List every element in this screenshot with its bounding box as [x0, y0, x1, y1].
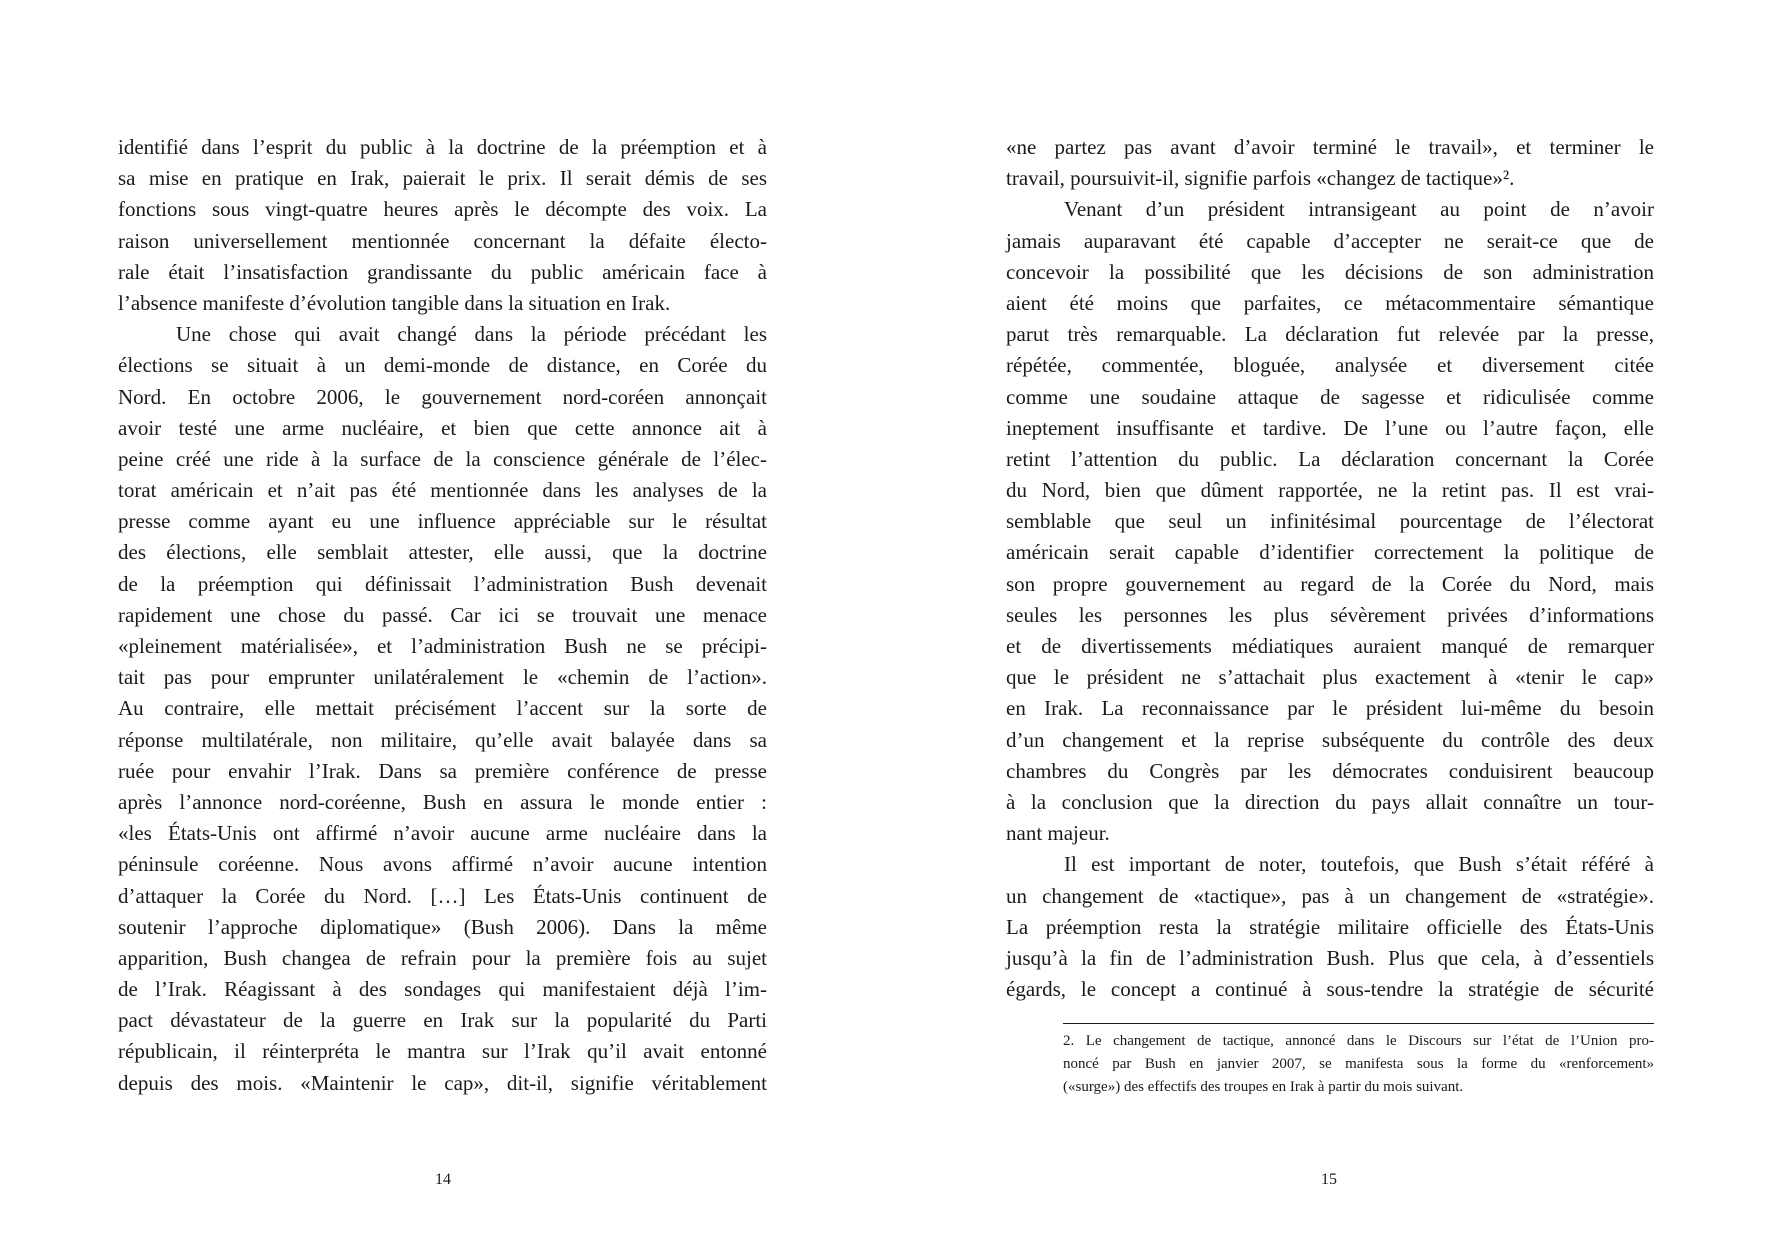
footnote: [1063, 1030, 1654, 1099]
paragraph: [118, 132, 767, 319]
text-line: son propre gouvernement au regard de la Corée du Nord, mais: [1006, 571, 1654, 596]
text-line: d’attaquer la Corée du Nord. […] Les États-Unis continuent de: [118, 883, 767, 908]
text-line: réponse multilatérale, non militaire, qu’elle avait balayée dans sa: [118, 727, 767, 752]
text-line: comme une soudaine attaque de sagesse et ridiculisée comme: [1006, 384, 1654, 409]
text-line: à la conclusion que la direction du pays allait connaître un tour-: [1006, 789, 1654, 814]
text-line: pact dévastateur de la guerre en Irak sur la popularité du Parti: [118, 1008, 767, 1033]
text-line: et de divertissements médiatiques auraient manqué de remarquer: [1006, 634, 1654, 658]
footnote-line: («surge») des effectifs des troupes en Irak à partir du mois suivant.: [1063, 1079, 1464, 1095]
text-line: sa mise en pratique en Irak, paierait le prix. Il serait démis de ses: [118, 166, 767, 191]
text-line: apparition, Bush changea de refrain pour la première fois au sujet: [118, 945, 767, 970]
text-line: Une chose qui avait changé dans la période précédant les: [176, 322, 767, 347]
text-line: rale était l’insatisfaction grandissante du public américain face à: [118, 259, 767, 284]
text-line: rapidement une chose du passé. Car ici se trouvait une menace: [118, 602, 767, 627]
paragraph: [1006, 194, 1654, 849]
text-line: américain serait capable d’identifier correctement la politique de: [1006, 540, 1654, 565]
text-line: du Nord, bien que dûment rapportée, ne la retint pas. Il est vrai-: [1006, 478, 1654, 503]
text-line: que le président ne s’attachait plus exactement à «tenir le cap»: [1006, 665, 1654, 690]
text-line: de l’Irak. Réagissant à des sondages qui manifestaient déjà l’im-: [118, 977, 767, 1002]
text-line: peine créé une ride à la surface de la conscience générale de l’élec-: [118, 446, 767, 471]
text-line: Nord. En octobre 2006, le gouvernement nord-coréen annonçait: [118, 384, 767, 409]
text-line: tait pas pour emprunter unilatéralement le «chemin de l’action».: [118, 665, 767, 690]
text-line: élections se situait à un demi-monde de distance, en Corée du: [118, 353, 767, 378]
paragraph: [1006, 132, 1654, 194]
page-number-left: 14: [435, 1171, 451, 1188]
text-line: torat américain et n’ait pas été mentionnée dans les analyses de la: [118, 478, 767, 503]
text-line: après l’annonce nord-coréenne, Bush en assura le monde entier :: [118, 789, 767, 814]
text-line: l’absence manifeste d’évolution tangible dans la situation en Irak.: [118, 290, 671, 315]
text-line: nant majeur.: [1006, 821, 1110, 846]
text-line: semblable que seul un infinitésimal pourcentage de l’électorat: [1006, 509, 1654, 534]
text-line: Venant d’un président intransigeant au point de n’avoir: [1064, 197, 1654, 222]
text-line: jusqu’à la fin de l’administration Bush. Plus que cela, à d’essentiels: [1006, 945, 1654, 970]
text-line: concevoir la possibilité que les décisions de son administration: [1006, 259, 1654, 284]
text-line: péninsule coréenne. Nous avons affirmé n’avoir aucune intention: [118, 852, 767, 877]
text-line: parut très remarquable. La déclaration fut relevée par la presse,: [1006, 322, 1654, 347]
text-line: des élections, elle semblait attester, elle aussi, que la doctrine: [118, 540, 767, 565]
right-page-body: [1006, 132, 1654, 1005]
text-line: républicain, il réinterpréta le mantra sur l’Irak qu’il avait entonné: [118, 1039, 767, 1064]
text-line: d’un changement et la reprise subséquente du contrôle des deux: [1006, 727, 1654, 752]
footnote-line: noncé par Bush en janvier 2007, se manifesta sous la forme du «renforcement»: [1063, 1056, 1654, 1072]
text-line: avoir testé une arme nucléaire, et bien que cette annonce ait à: [118, 415, 767, 440]
paragraph: [118, 319, 767, 1099]
text-line: La préemption resta la stratégie militaire officielle des États-Unis: [1006, 914, 1654, 939]
page-number-right: 15: [1321, 1171, 1337, 1188]
text-line: «ne partez pas avant d’avoir terminé le travail», et terminer le: [1006, 135, 1654, 159]
text-line: «pleinement matérialisée», et l’administration Bush ne se précipi-: [118, 634, 767, 658]
footnote-separator: [1063, 1023, 1654, 1024]
paragraph: [1006, 849, 1654, 1005]
text-line: soutenir l’approche diplomatique» (Bush 2006). Dans la même: [118, 914, 767, 939]
left-page-body: [118, 132, 767, 1099]
text-line: seules les personnes les plus sévèrement privées d’informations: [1006, 602, 1654, 627]
text-line: chambres du Congrès par les démocrates conduisirent beaucoup: [1006, 758, 1654, 783]
text-line: fonctions sous vingt-quatre heures après le décompte des voix. La: [118, 197, 767, 222]
text-line: travail, poursuivit-il, signifie parfois «changez de tactique»².: [1006, 166, 1515, 191]
text-line: ineptement insuffisante et tardive. De l’une ou l’autre façon, elle: [1006, 415, 1654, 440]
text-line: identifié dans l’esprit du public à la doctrine de la préemption et à: [118, 135, 767, 159]
text-line: en Irak. La reconnaissance par le président lui-même du besoin: [1006, 696, 1654, 721]
text-line: ruée pour envahir l’Irak. Dans sa première conférence de presse: [118, 758, 767, 783]
text-line: depuis des mois. «Maintenir le cap», dit-il, signifie véritablement: [118, 1070, 767, 1095]
text-line: répétée, commentée, bloguée, analysée et diversement citée: [1006, 353, 1654, 378]
text-line: égards, le concept a continué à sous-tendre la stratégie de sécurité: [1006, 977, 1654, 1002]
text-line: Il est important de noter, toutefois, que Bush s’était référé à: [1064, 852, 1654, 877]
text-line: de la préemption qui définissait l’administration Bush devenait: [118, 571, 767, 596]
text-line: Au contraire, elle mettait précisément l’accent sur la sorte de: [118, 696, 767, 721]
text-line: «les États-Unis ont affirmé n’avoir aucune arme nucléaire dans la: [118, 821, 767, 846]
text-line: presse comme ayant eu une influence appréciable sur le résultat: [118, 509, 767, 534]
text-line: aient été moins que parfaites, ce métacommentaire sémantique: [1006, 290, 1654, 315]
text-line: raison universellement mentionnée concernant la défaite électo-: [118, 228, 767, 253]
text-line: jamais auparavant été capable d’accepter ne serait-ce que de: [1006, 228, 1654, 253]
text-line: retint l’attention du public. La déclaration concernant la Corée: [1006, 446, 1654, 471]
footnote-line: 2. Le changement de tactique, annoncé dans le Discours sur l’état de l’Union pro-: [1063, 1033, 1654, 1049]
text-line: un changement de «tactique», pas à un changement de «stratégie».: [1006, 883, 1654, 908]
